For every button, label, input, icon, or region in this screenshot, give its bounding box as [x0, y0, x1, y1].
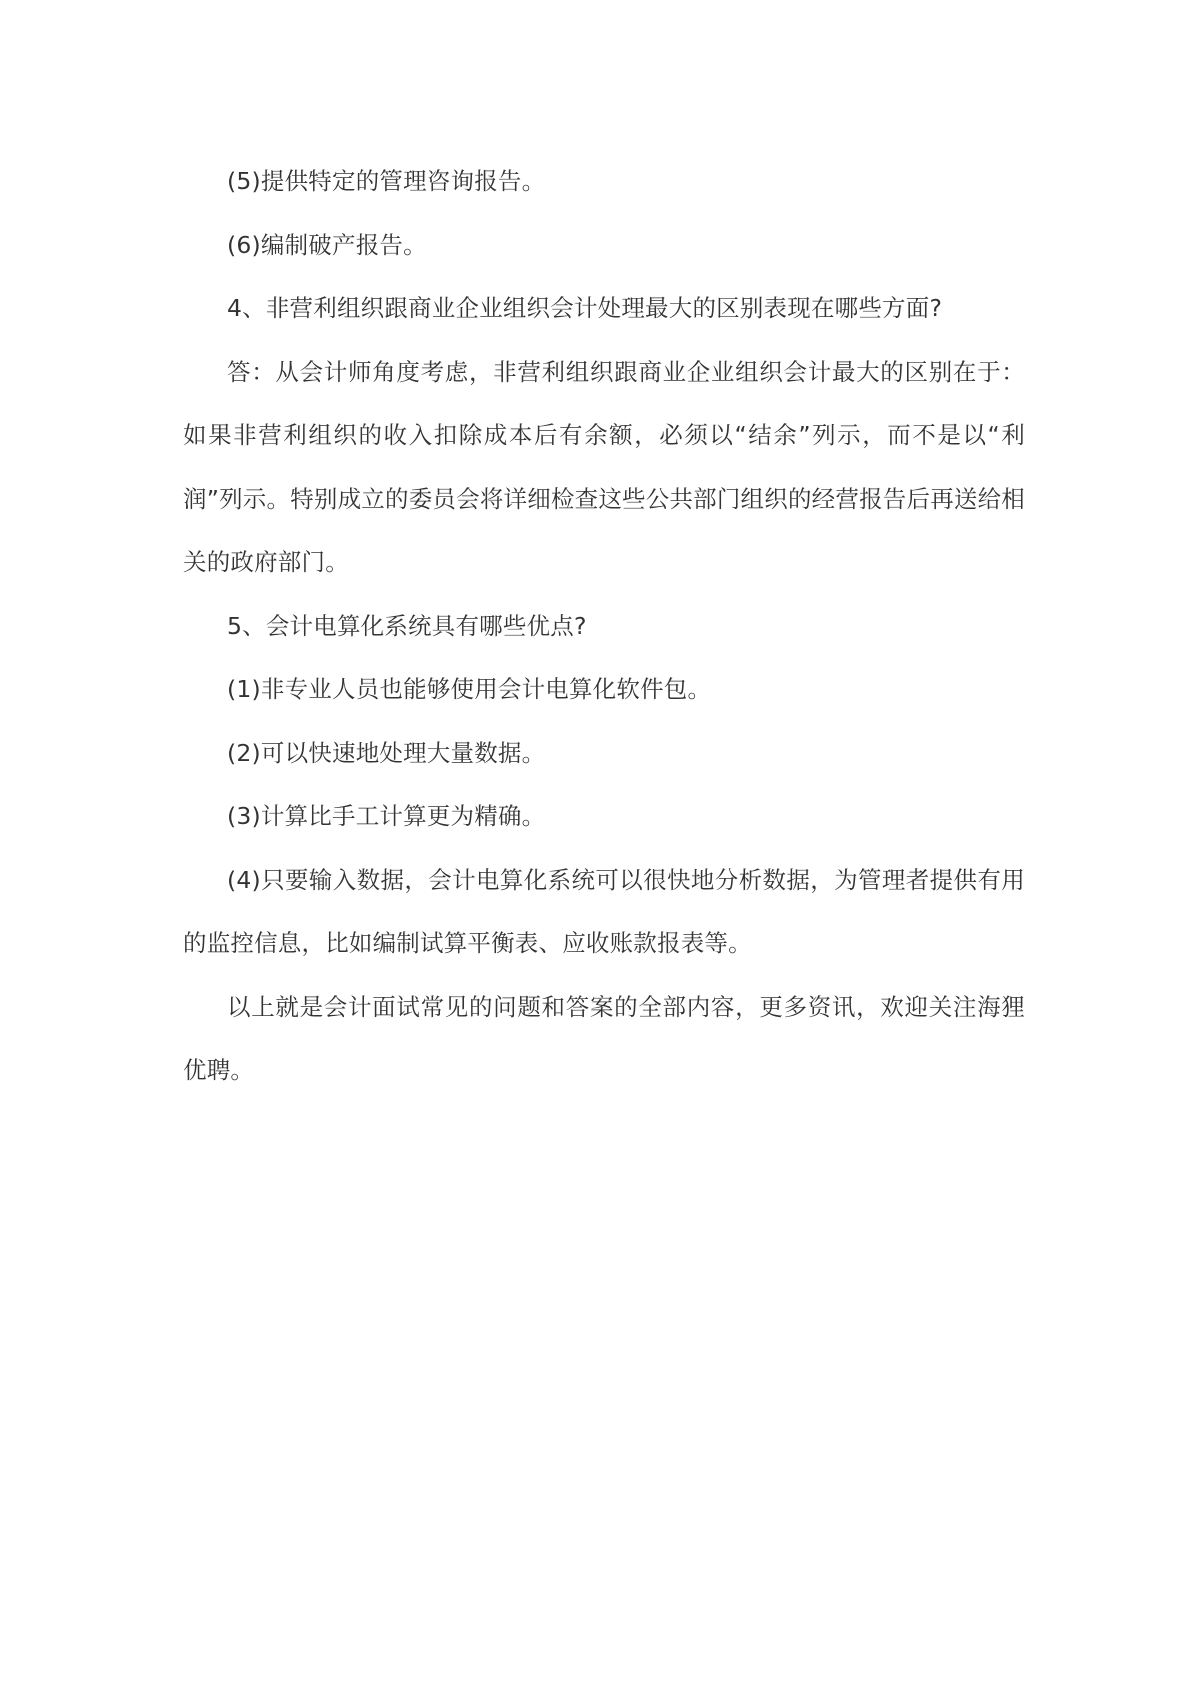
question-5-heading: 5、会计电算化系统具有哪些优点?	[227, 611, 587, 640]
advantage-2-paragraph: (2)可以快速地处理大量数据。	[227, 738, 546, 767]
item-5-paragraph: (5)提供特定的管理咨询报告。	[227, 167, 546, 195]
advantage-3-paragraph: (3)计算比手工计算更为精确。	[227, 802, 546, 830]
answer-4-paragraph: 答：从会计师角度考虑，非营利组织跟商业企业组织会计最大的区别在于：如果非营利组织的收入扣除成本后有余额，必须以“结余”列示，而不是以“利润”列示。特别成立的委员会将详细检查这些公共部门组织的经营报告后再送给相关的政府部门。	[183, 357, 1025, 576]
document-body	[183, 150, 1025, 1103]
item-6-paragraph: (6)编制破产报告。	[227, 230, 427, 259]
advantage-4-paragraph: (4)只要输入数据，会计电算化系统可以很快地分析数据，为管理者提供有用的监控信息，比如编制试算平衡表、应收账款报表等。	[183, 865, 1025, 957]
question-4-heading: 4、非营利组织跟商业企业组织会计处理最大的区别表现在哪些方面?	[227, 294, 943, 322]
advantage-1-paragraph: (1)非专业人员也能够使用会计电算化软件包。	[227, 675, 712, 703]
closing-paragraph: 以上就是会计面试常见的问题和答案的全部内容，更多资讯，欢迎关注海狸优聘。	[183, 992, 1025, 1084]
